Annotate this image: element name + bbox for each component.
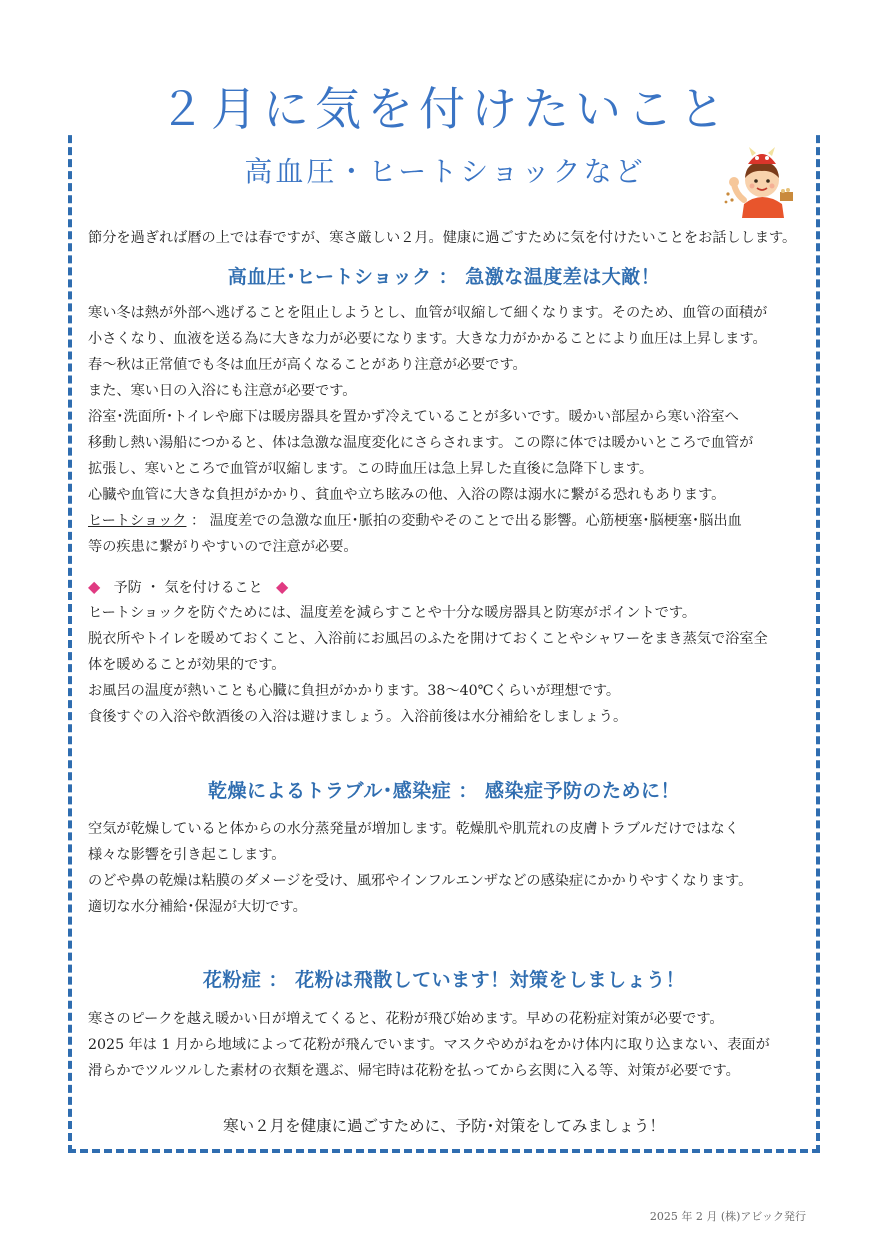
oni-mask-child-icon	[722, 138, 802, 218]
publisher-footer: 2025 年 2 月 (株)アビック発行	[649, 1210, 806, 1223]
paragraph-line: 適切な水分補給･保湿が大切です。	[88, 899, 307, 915]
section2-body	[88, 816, 810, 920]
paragraph-line: また、寒い日の入浴にも注意が必要です。	[88, 383, 357, 399]
page-subtitle: 高血圧・ヒートショックなど	[244, 155, 646, 188]
section3-heading: 花粉症 ： 花粉は飛散しています！対策をしましょう！	[202, 969, 686, 991]
paragraph-line: 春～秋は正常値でも冬は血圧が高くなることがあり注意が必要です。	[88, 357, 527, 373]
paragraph-line: 寒さのピークを越え暖かい日が増えてくると、花粉が飛び始めます。早めの花粉症対策が必要です。	[88, 1011, 724, 1027]
term-heatshock: ヒートショック	[88, 513, 187, 529]
paragraph-line: 様々な影響を引き起こします。	[88, 847, 286, 863]
paragraph-line: 滑らかでツルツルした素材の衣類を選ぶ、帰宅時は花粉を払ってから玄関に入る等、対策が必要です。	[88, 1063, 740, 1079]
intro-text: 節分を過ぎれば暦の上では春ですが、寒さ厳しい２月。健康に過ごすために気を付けたいことをお話しします。	[88, 230, 797, 246]
paragraph-line: 等の疾患に繋がりやすいので注意が必要。	[88, 539, 358, 555]
paragraph-line: 食後すぐの入浴や飲酒後の入浴は避けましょう。入浴前後は水分補給をしましょう。	[88, 709, 628, 725]
paragraph-line: のどや鼻の乾燥は粘膜のダメージを受け、風邪やインフルエンザなどの感染症にかかりやすくなります。	[88, 873, 753, 889]
section1-heading: 高血圧･ヒートショック ： 急激な温度差は大敵！	[227, 266, 661, 288]
page-title: ２月に気を付けたいこと	[0, 84, 890, 135]
paragraph-line: お風呂の温度が熱いことも心臓に負担がかかります。38～40℃くらいが理想です。	[88, 683, 621, 699]
paragraph-line: 2025 年は 1 月から地域によって花粉が飛んでいます。マスクやめがねをかけ体内に取り込まない、表面が	[88, 1037, 770, 1053]
section2-heading: 乾燥によるトラブル･感染症 ： 感染症予防のために！	[208, 780, 680, 802]
paragraph-line: 移動し熱い湯船につかると、体は急激な温度変化にさらされます。この際に体では暖かいところで血管が	[88, 435, 754, 451]
diamond-icon: ◆	[88, 577, 101, 596]
paragraph-line: 心臓や血管に大きな負担がかかり、貧血や立ち眩みの他、入浴の際は溺水に繋がる恐れもあります。	[88, 487, 726, 503]
prevention-label-row	[88, 576, 288, 599]
diamond-icon: ◆	[275, 577, 289, 596]
section1-body	[88, 300, 810, 560]
paragraph-line: 脱衣所やトイレを暖めておくこと、入浴前にお風呂のふたを開けておくことやシャワーをまき蒸気で浴室全	[88, 631, 768, 647]
paragraph-line: 小さくなり、血液を送る為に大きな力が必要になります。大きな力がかかることにより血圧は上昇します。	[88, 331, 767, 347]
section3-body	[88, 1006, 810, 1084]
term-definition	[88, 508, 810, 534]
term-definition-text: ： 温度差での急激な血圧･脈拍の変動やそのことで出る影響。心筋梗塞･脳梗塞･脳出血	[186, 513, 742, 529]
closing-message: 寒い２月を健康に過ごすために、予防･対策をしてみましょう！	[223, 1117, 665, 1135]
paragraph-line: 浴室･洗面所･トイレや廊下は暖房器具を置かず冷えていることが多いです。暖かい部屋から寒い浴室へ	[88, 409, 739, 425]
paragraph-line: 拡張し、寒いところで血管が収縮します。この時血圧は急上昇した直後に急降下します。	[88, 461, 654, 477]
paragraph-line: 寒い冬は熱が外部へ逃げることを阻止しようとし、血管が収縮して細くなります。そのため、血管の面積が	[88, 305, 768, 321]
prevention-body	[88, 600, 810, 730]
paragraph-line: ヒートショックを防ぐためには、温度差を減らすことや十分な暖房器具と防寒がポイントです。	[88, 605, 697, 621]
paragraph-line: 空気が乾燥していると体からの水分蒸発量が増加します。乾燥肌や肌荒れの皮膚トラブルだけではなく	[88, 821, 739, 837]
paragraph-line: 体を暖めることが効果的です。	[88, 657, 286, 673]
prevention-label: 予防 ・ 気を付けること	[113, 580, 263, 596]
